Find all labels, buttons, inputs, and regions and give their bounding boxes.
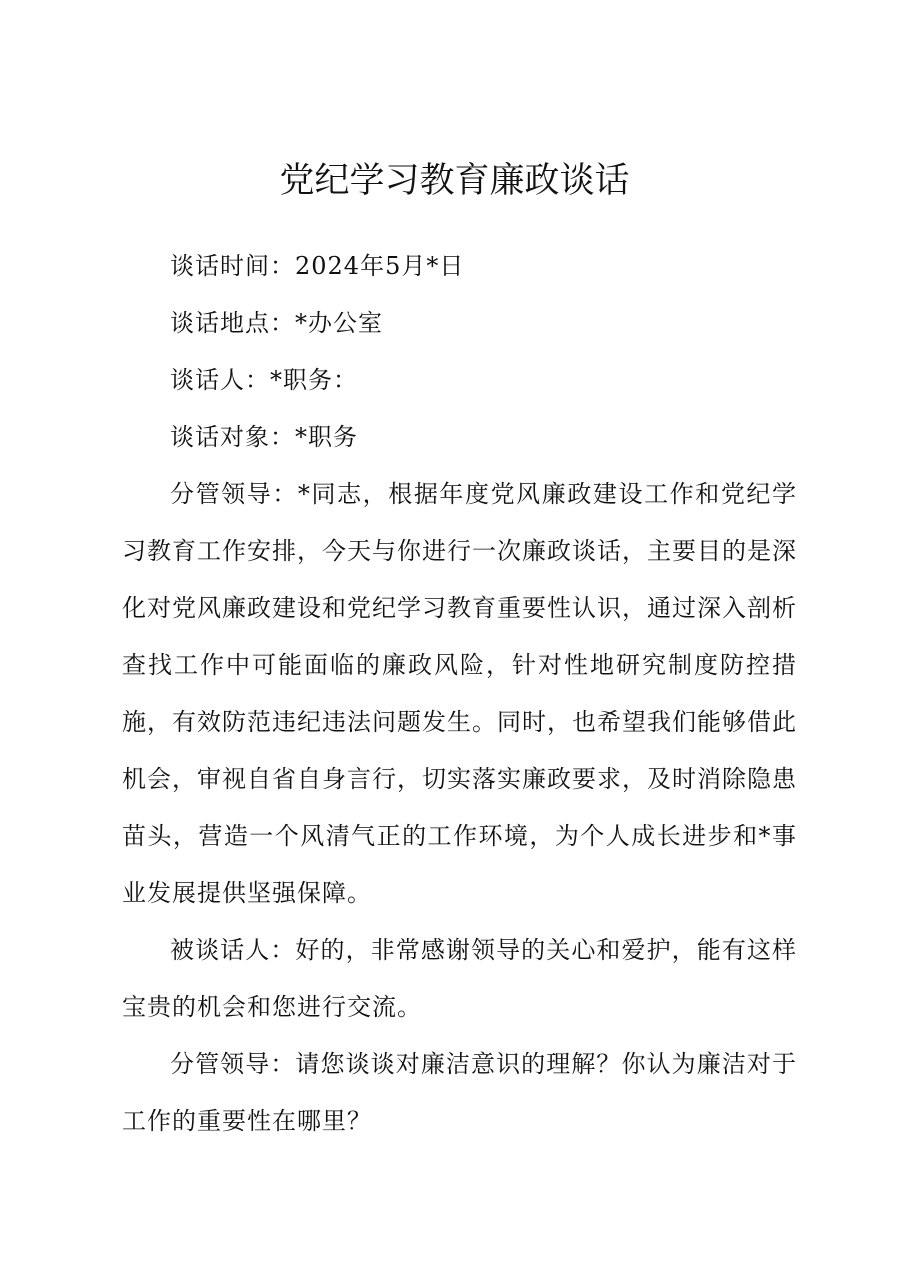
paragraph-interviewee-reply: 被谈话人：好的，非常感谢领导的关心和爱护，能有这样宝贵的机会和您进行交流。 <box>122 936 797 1021</box>
paragraph-leader-opening: 分管领导：*同志，根据年度党风廉政建设工作和党纪学习教育工作安排，今天与你进行一次廉政谈话，主要目的是深化对党风廉政建设和党纪学习教育重要性认识，通过深入剖析查找工作中可能面临的廉政风险，针对性地研究制度防控措施，有效防范违纪违法问题发生。同时，也希望我们能够借此机会，审视自省自身言行，切实落实廉政要求，及时消除隐患苗头，营造一个风清气正的工作环境，为个人成长进步和*事业发展提供坚强保障。 <box>122 480 797 907</box>
meta-time: 谈话时间：2024年5月*日 <box>170 252 465 280</box>
document-title: 党纪学习教育廉政谈话 <box>279 161 630 201</box>
meta-location: 谈话地点：*办公室 <box>170 309 383 337</box>
meta-target: 谈话对象：*职务 <box>170 423 358 451</box>
document-body <box>122 238 797 1150</box>
paragraph-leader-question: 分管领导：请您谈谈对廉洁意识的理解？你认为廉洁对于工作的重要性在哪里？ <box>122 1050 797 1135</box>
meta-speaker: 谈话人：*职务： <box>170 366 358 394</box>
